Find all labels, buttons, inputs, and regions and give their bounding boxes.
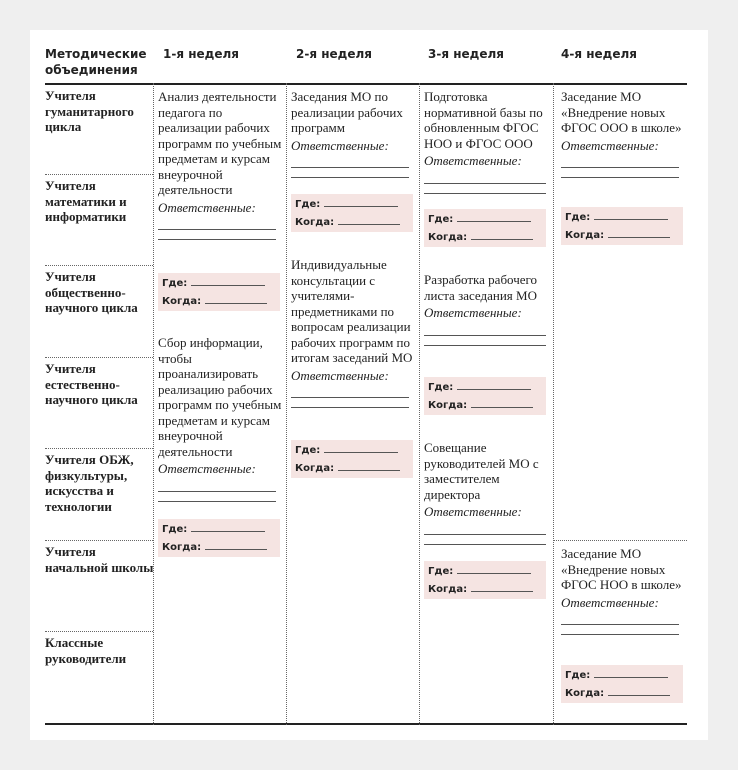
responsible-label: Ответственные: <box>561 137 659 153</box>
where-field[interactable] <box>594 209 668 220</box>
header-rule <box>45 83 687 85</box>
when-label: Когда: <box>565 688 605 699</box>
where-label: Где: <box>565 670 591 681</box>
where-field[interactable] <box>324 196 398 207</box>
task-text: Подготовка нормативной базы по обновленным ФГОС НОО и ФГОС ООО <box>424 89 543 151</box>
week2-task-2 <box>291 257 415 408</box>
week4-task-2 <box>561 546 683 635</box>
category-humanities: Учителя гуманитарного цикла <box>45 88 134 134</box>
responsible-label: Ответственные: <box>291 137 389 153</box>
category-math-informatics: Учителя математики и информатики <box>45 178 127 224</box>
category-class-teachers: Классные руководители <box>45 635 127 666</box>
where-field[interactable] <box>457 211 531 222</box>
row-divider <box>45 357 153 358</box>
week4-task-1 <box>561 89 683 178</box>
when-label: Когда: <box>428 232 468 243</box>
week3-task-3 <box>424 440 550 545</box>
responsible-field[interactable] <box>561 624 679 625</box>
header-associations: Методические объединения <box>45 47 147 77</box>
where-field[interactable] <box>457 379 531 390</box>
task-text: Совещание руководителей МО с заместителем директора <box>424 440 539 502</box>
row-divider <box>45 174 153 175</box>
header-week-3: 3-я неделя <box>428 47 504 61</box>
when-label: Когда: <box>428 400 468 411</box>
where-field[interactable] <box>457 563 531 574</box>
header-week-1: 1-я неделя <box>163 47 239 61</box>
week1-where-when-1 <box>158 273 280 311</box>
when-field[interactable] <box>608 227 670 238</box>
header-week-2: 2-я неделя <box>296 47 372 61</box>
responsible-field[interactable] <box>158 229 276 230</box>
responsible-field[interactable] <box>291 407 409 408</box>
planning-table <box>30 30 708 740</box>
responsible-label: Ответственные: <box>561 594 659 610</box>
responsible-field[interactable] <box>561 634 679 635</box>
responsible-label: Ответственные: <box>291 367 389 383</box>
when-label: Когда: <box>565 230 605 241</box>
week3-task-2 <box>424 272 550 346</box>
task-text: Заседания МО по реализации рабочих программ <box>291 89 403 135</box>
responsible-field[interactable] <box>291 177 409 178</box>
week4-where-when-2 <box>561 665 683 703</box>
where-label: Где: <box>428 566 454 577</box>
week2-task-1 <box>291 89 415 178</box>
row-divider <box>553 540 687 541</box>
when-label: Когда: <box>295 463 335 474</box>
where-label: Где: <box>428 382 454 393</box>
category-natural-sciences: Учителя естественно-научного цикла <box>45 361 138 407</box>
column-divider <box>419 83 420 725</box>
task-text: Заседание МО «Внедрение новых ФГОС НОО в школе» <box>561 546 682 592</box>
week1-task-2 <box>158 335 282 502</box>
responsible-field[interactable] <box>424 335 546 336</box>
task-text: Индивидуальные консультации с учителями-предметниками по вопросам реализации рабочих программ по итогам заседаний МО <box>291 257 413 365</box>
where-field[interactable] <box>594 667 668 678</box>
when-field[interactable] <box>205 293 267 304</box>
column-divider <box>553 83 554 725</box>
responsible-field[interactable] <box>561 167 679 168</box>
bottom-rule <box>45 723 687 725</box>
where-label: Где: <box>162 524 188 535</box>
responsible-field[interactable] <box>158 501 276 502</box>
category-social-sciences: Учителя общественно-научного цикла <box>45 269 138 315</box>
row-divider <box>45 448 153 449</box>
week3-where-when-2 <box>424 377 546 415</box>
when-field[interactable] <box>338 460 400 471</box>
when-field[interactable] <box>471 397 533 408</box>
task-text: Анализ деятельности педагога по реализации рабочих программ по учебным предметам и курсам внеурочной деятельности <box>158 89 282 197</box>
responsible-field[interactable] <box>561 177 679 178</box>
responsible-label: Ответственные: <box>158 461 256 476</box>
category-obzh-pe-arts: Учителя ОБЖ, физкультуры, искусства и технологии <box>45 452 134 514</box>
week3-task-1 <box>424 89 550 194</box>
where-field[interactable] <box>191 275 265 286</box>
task-text: Заседание МО «Внедрение новых ФГОС ООО в школе» <box>561 89 682 135</box>
category-primary-school: Учителя начальной школы <box>45 544 154 575</box>
when-field[interactable] <box>338 214 400 225</box>
where-label: Где: <box>565 212 591 223</box>
when-field[interactable] <box>608 685 670 696</box>
week2-where-when-1 <box>291 194 413 232</box>
where-field[interactable] <box>324 442 398 453</box>
week1-where-when-2 <box>158 519 280 557</box>
responsible-field[interactable] <box>158 491 276 492</box>
responsible-label: Ответственные: <box>158 199 256 215</box>
responsible-field[interactable] <box>291 167 409 168</box>
where-label: Где: <box>295 445 321 456</box>
responsible-field[interactable] <box>424 534 546 535</box>
row-divider <box>45 631 153 632</box>
responsible-label: Ответственные: <box>424 153 522 168</box>
when-label: Когда: <box>428 584 468 595</box>
when-label: Когда: <box>295 217 335 228</box>
responsible-field[interactable] <box>158 239 276 240</box>
responsible-field[interactable] <box>424 544 546 545</box>
where-label: Где: <box>295 199 321 210</box>
header-week-4: 4-я неделя <box>561 47 637 61</box>
when-field[interactable] <box>205 539 267 550</box>
when-label: Когда: <box>162 296 202 307</box>
week4-where-when-1 <box>561 207 683 245</box>
week3-where-when-1 <box>424 209 546 247</box>
task-text: Сбор информации, чтобы проанализировать реализацию рабочих программ по учебным предметам и курсам внеурочной деятельности <box>158 335 282 459</box>
responsible-field[interactable] <box>291 397 409 398</box>
responsible-field[interactable] <box>424 193 546 194</box>
where-field[interactable] <box>191 521 265 532</box>
week3-where-when-3 <box>424 561 546 599</box>
week1-task-1 <box>158 89 282 240</box>
row-divider <box>45 540 153 541</box>
where-label: Где: <box>162 278 188 289</box>
task-text: Разработка рабочего листа заседания МО <box>424 272 538 303</box>
when-field[interactable] <box>471 229 533 240</box>
responsible-label: Ответственные: <box>424 504 522 519</box>
row-divider <box>45 265 153 266</box>
responsible-label: Ответственные: <box>424 305 522 320</box>
column-divider <box>286 83 287 725</box>
when-field[interactable] <box>471 581 533 592</box>
where-label: Где: <box>428 214 454 225</box>
responsible-field[interactable] <box>424 345 546 346</box>
when-label: Когда: <box>162 542 202 553</box>
responsible-field[interactable] <box>424 183 546 184</box>
week2-where-when-2 <box>291 440 413 478</box>
